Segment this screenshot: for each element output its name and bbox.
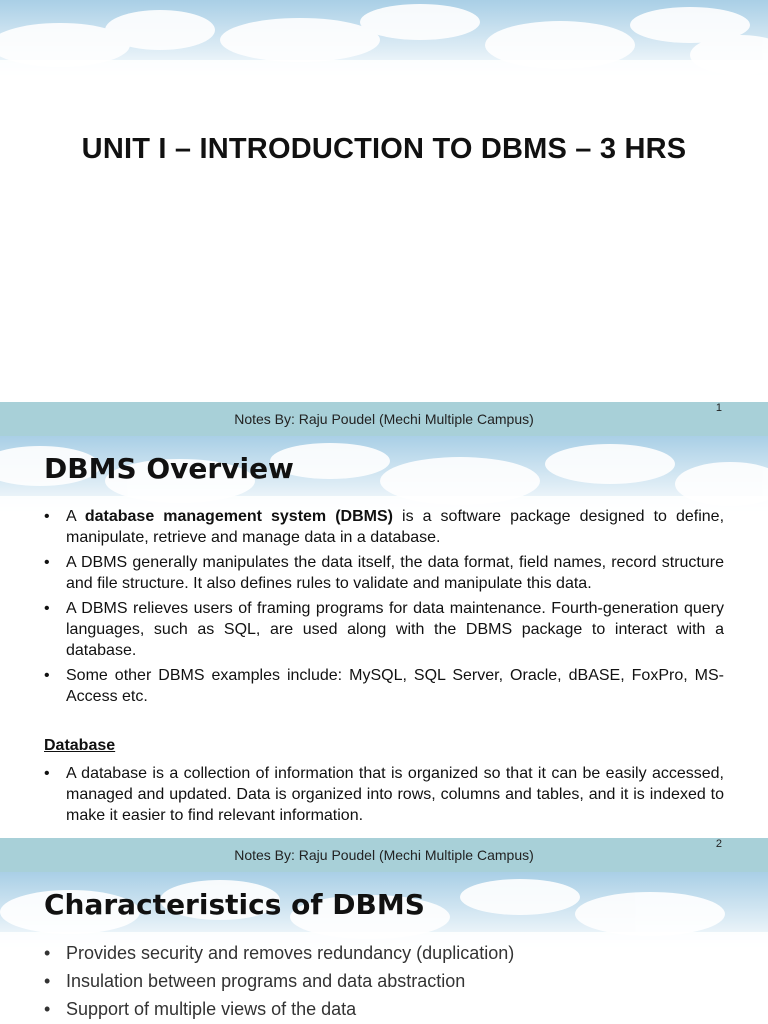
page-number: 1 <box>715 402 722 414</box>
list-item: • A database is a collection of information that is organized so that it can be easily accessed, managed and updated. Data is organized into rows, columns and tables, and it is indexed to make it easier to find relevant information. <box>44 765 724 824</box>
bullet-icon: • <box>44 508 50 525</box>
database-bullets <box>44 763 724 830</box>
slide-2-footer <box>0 838 768 872</box>
bullet-icon: • <box>44 943 51 963</box>
section-heading: DBMS Overview <box>44 452 294 485</box>
list-item: • Support of multiple views of the data <box>44 999 357 1019</box>
slide-2 <box>0 436 768 838</box>
bold-term: database management system (DBMS) <box>84 508 393 525</box>
footer-text: Notes By: Raju Poudel (Mechi Multiple Campus) <box>234 411 534 427</box>
database-subheading: Database <box>44 737 116 754</box>
bullet-icon: • <box>44 765 50 782</box>
list-item: • A DBMS generally manipulates the data itself, the data format, field names, record structure and file structure. It also defines rules to validate and manipulate this data. <box>44 554 724 592</box>
bullet-icon: • <box>44 554 50 571</box>
footer-text: Notes By: Raju Poudel (Mechi Multiple Campus) <box>234 847 534 863</box>
page-number: 2 <box>715 838 722 850</box>
list-item: • Provides security and removes redundancy (duplication) <box>44 943 515 963</box>
section-heading: Characteristics of DBMS <box>44 888 425 921</box>
slide-1-footer <box>0 402 768 436</box>
bullet-icon: • <box>44 999 51 1019</box>
bullet-icon: • <box>44 667 50 684</box>
overview-bullets <box>44 506 724 711</box>
slide-1 <box>0 0 768 402</box>
characteristics-bullets <box>44 942 724 1024</box>
slide-3 <box>0 872 768 1024</box>
list-item: • Some other DBMS examples include: MySQL, SQL Server, Oracle, dBASE, FoxPro, MS-Access etc. <box>44 667 724 705</box>
cloud-banner <box>0 0 768 80</box>
bullet-icon: • <box>44 600 50 617</box>
list-item: • A DBMS relieves users of framing programs for data maintenance. Fourth-generation query languages, such as SQL, are used along with the DBMS package to interact with a database. <box>44 600 724 659</box>
list-item: • Insulation between programs and data abstraction <box>44 971 466 991</box>
slide-title: UNIT I – INTRODUCTION TO DBMS – 3 HRS <box>81 133 687 165</box>
bullet-icon: • <box>44 971 51 991</box>
list-item: • A database management system (DBMS) is a software package designed to define, manipulate, retrieve and manage data in a database. <box>44 508 725 546</box>
